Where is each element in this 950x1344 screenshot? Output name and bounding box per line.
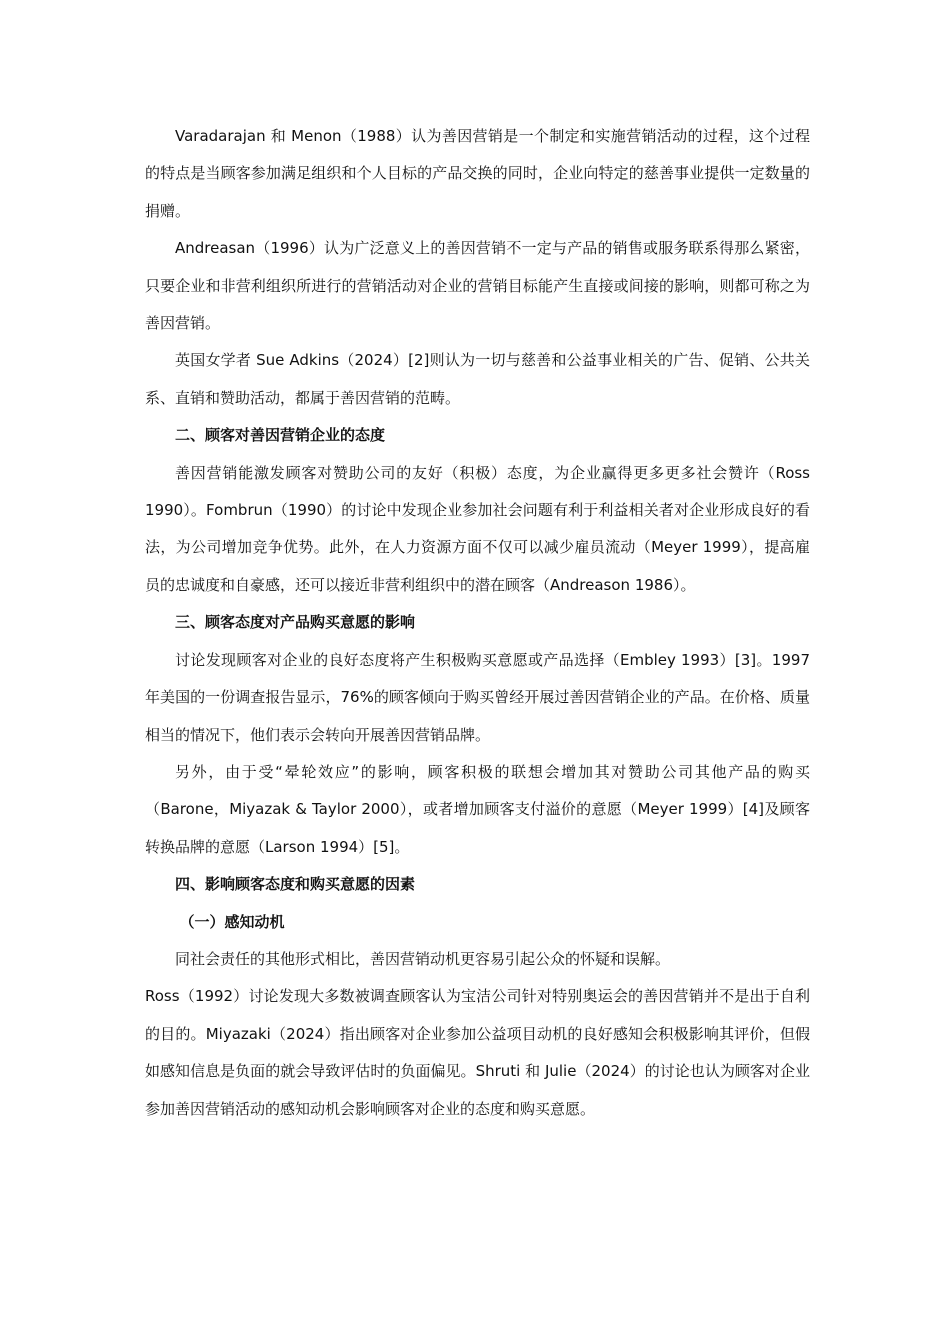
paragraph-purchase-intention: 讨论发现顾客对企业的良好态度将产生积极购买意愿或产品选择（Embley 1993）[3]。1997 年美国的一份调查报告显示，76%的顾客倾向于购买曾经开展过善因营销企业的产品。在价格、质量相当的情况下，他们表示会转向开展善因营销品牌。 [145, 650, 810, 744]
section-heading-3: 三、顾客态度对产品购买意愿的影响 [175, 613, 416, 632]
subsection-heading-perceived-motive: （一）感知动机 [179, 912, 285, 931]
section-heading-2: 二、顾客对善因营销企业的态度 [175, 426, 386, 445]
paragraph-adkins: 英国女学者 Sue Adkins（2024）[2]则认为一切与慈善和公益事业相关的广告、促销、公共关系、直销和赞助活动，都属于善因营销的范畴。 [145, 351, 810, 407]
paragraph-varadarajan: Varadarajan 和 Menon（1988）认为善因营销是一个制定和实施营销活动的过程，这个过程的特点是当顾客参加满足组织和个人目标的产品交换的同时，企业向特定的慈善事业提供一定数量的捐赠。 [145, 127, 810, 220]
paragraph-motive-suspicion: 同社会责任的其他形式相比，善因营销动机更容易引起公众的怀疑和误解。 [175, 949, 671, 968]
paragraph-ross-miyazaki: Ross（1992）讨论发现大多数被调查顾客认为宝洁公司针对特别奥运会的善因营销并不是出于自利的目的。Miyazaki（2024）指出顾客对企业参加公益项目动机的良好感知会积极影响其评价，但假如感知信息是负面的就会导致评估时的负面偏见。Shruti 和 Julie（2024）的讨论也认为顾客对企业参加善因营销活动的感知动机会影响顾客对企业的态度和购买意愿。 [145, 987, 810, 1118]
section-heading-4: 四、影响顾客态度和购买意愿的因素 [175, 875, 416, 894]
document-body [145, 118, 810, 1128]
paragraph-halo-effect: 另外，由于受“晕轮效应”的影响，顾客积极的联想会增加其对赞助公司其他产品的购买（Barone，Miyazak & Taylor 2000），或者增加顾客支付溢价的意愿（Meyer 1999）[4]及顾客转换品牌的意愿（Larson 1994）[5]。 [145, 762, 810, 856]
paragraph-andreasan: Andreasan（1996）认为广泛意义上的善因营销不一定与产品的销售或服务联系得那么紧密，只要企业和非营利组织所进行的营销活动对企业的营销目标能产生直接或间接的影响，则都可称之为善因营销。 [145, 239, 810, 333]
paragraph-attitude: 善因营销能激发顾客对赞助公司的友好（积极）态度，为企业赢得更多更多社会赞许（Ross 1990）。Fombrun（1990）的讨论中发现企业参加社会问题有利于利益相关者对企业形成良好的看法，为公司增加竞争优势。此外，在人力资源方面不仅可以减少雇员流动（Meyer 1999），提高雇员的忠诚度和自豪感，还可以接近非营利组织中的潜在顾客（Andreason 1986）。 [145, 463, 810, 594]
